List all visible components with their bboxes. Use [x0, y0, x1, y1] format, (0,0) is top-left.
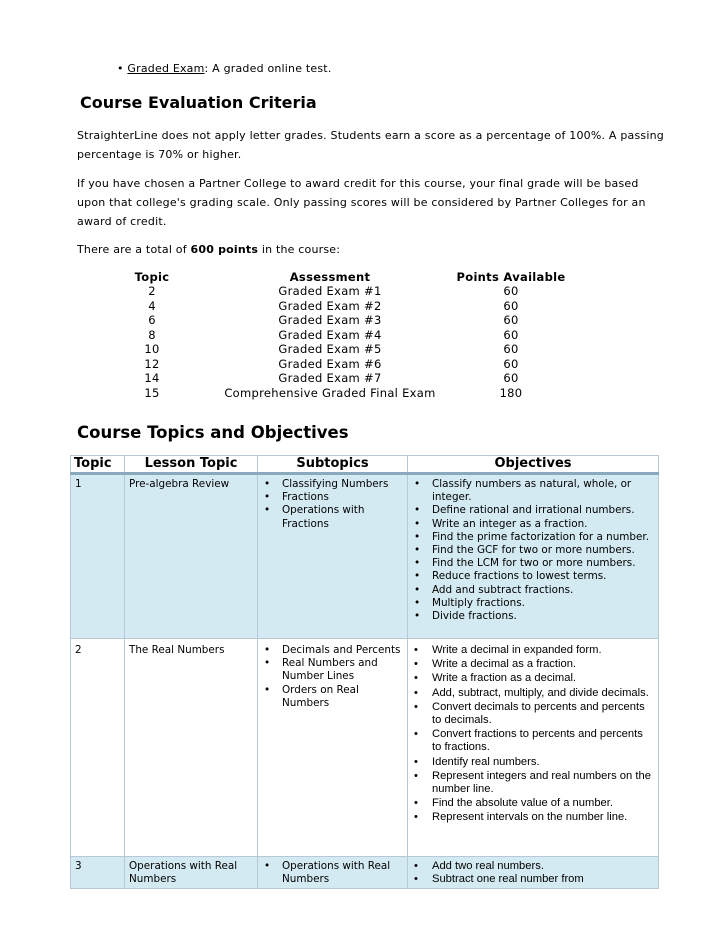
points-row-assessment: Graded Exam #7: [278, 371, 382, 385]
topics-table: [70, 455, 659, 889]
subtopics-cell: [258, 474, 408, 639]
list-item: • Reduce fractions to lowest terms.: [414, 570, 607, 583]
points-row-points: 60: [503, 327, 519, 342]
list-item: • Add and subtract fractions.: [414, 583, 574, 596]
objectives-cell: [408, 474, 659, 639]
bullet-icon: •: [414, 658, 418, 671]
list-item: • Represent integers and real numbers on the number line.: [414, 769, 651, 796]
bullet-icon: •: [414, 686, 418, 699]
points-row: [0, 386, 728, 401]
bullet-icon: •: [414, 728, 418, 741]
list-item: • Find the prime factorization for a number.: [414, 530, 650, 543]
bullet-icon: •: [414, 610, 421, 623]
bullet-icon: •: [264, 504, 271, 517]
bullet-icon: •: [414, 644, 418, 656]
list-item: • Convert fractions to percents and percents to fractions.: [414, 728, 643, 754]
topic-number: 2: [71, 639, 125, 857]
col-header-topic: Topic: [71, 456, 125, 474]
evaluation-paragraph-2: If you have chosen a Partner College to award credit for this course, your final grade will be based upon that college's grading scale. Only passing scores will be considered by Partner Colleges for an award of credit.: [77, 177, 646, 228]
points-row-assessment: Graded Exam #6: [278, 356, 382, 371]
total-pre: There are a total of: [77, 243, 191, 256]
bullet-icon: •: [414, 873, 418, 886]
points-row-points: 180: [499, 385, 523, 400]
list-item: • Find the LCM for two or more numbers.: [414, 557, 636, 570]
bullet-icon: •: [264, 478, 271, 490]
list-item: • Add, subtract, multiply, and divide decimals.: [414, 686, 649, 699]
list-item: • Write a decimal as a fraction.: [414, 658, 577, 671]
header-assessment: Assessment: [289, 270, 371, 284]
table-row: [71, 639, 659, 857]
list-item: • Operations with Fractions: [264, 504, 365, 530]
points-row-topic: 10: [144, 342, 160, 356]
graded-exam-link[interactable]: Graded Exam: [127, 62, 205, 75]
points-row-points: 60: [503, 342, 519, 356]
points-row-points: 60: [503, 313, 519, 327]
points-row-assessment: Graded Exam #1: [278, 284, 382, 298]
points-table-header: [0, 270, 728, 285]
bullet-icon: •: [414, 596, 421, 609]
list-item: • Convert decimals to percents and percents to decimals.: [414, 700, 645, 727]
list-item: • Operations with Real Numbers: [264, 860, 391, 886]
topic-number: 1: [71, 474, 125, 639]
points-row-points: 60: [503, 356, 519, 371]
bullet-icon: •: [414, 570, 421, 583]
topic-number: 3: [71, 857, 125, 889]
list-item: • Classify numbers as natural, whole, or integer.: [414, 478, 632, 504]
list-item: • Classifying Numbers: [264, 478, 389, 490]
list-item: • Real Numbers and Number Lines: [264, 657, 378, 683]
bullet-icon: •: [414, 583, 421, 596]
table-row: [71, 857, 659, 889]
bullet-icon: •: [414, 504, 421, 517]
points-row-topic: 2: [148, 284, 156, 298]
lesson-topic: Operations with Real Numbers: [125, 857, 258, 889]
points-row: [0, 371, 728, 386]
points-row-topic: 8: [148, 327, 156, 342]
points-row: [0, 313, 728, 328]
points-row-assessment: Graded Exam #4: [278, 327, 382, 342]
bullet-icon: •: [414, 544, 421, 557]
bullet-icon: •: [414, 557, 421, 570]
col-header-objectives: Objectives: [408, 456, 659, 474]
bullet-dot-icon: •: [117, 62, 124, 75]
bullet-icon: •: [414, 478, 421, 490]
list-item: • Write a decimal in expanded form.: [414, 644, 602, 656]
topics-table-header: [71, 456, 659, 474]
bullet-icon: •: [414, 530, 421, 543]
points-row-points: 60: [503, 371, 519, 385]
points-row-points: 60: [503, 284, 519, 298]
bullet-icon: •: [264, 657, 271, 670]
points-row: [0, 342, 728, 357]
points-row-topic: 14: [144, 371, 160, 385]
table-row: [71, 474, 659, 639]
objectives-cell: [408, 639, 659, 857]
total-points-value: 600 points: [190, 243, 259, 256]
points-row-topic: 15: [144, 385, 160, 400]
points-row: [0, 299, 728, 314]
bullet-icon: •: [414, 672, 418, 685]
points-row-assessment: Graded Exam #2: [278, 298, 382, 313]
list-item: • Write an integer as a fraction.: [414, 517, 588, 530]
subtopics-cell: [258, 639, 408, 857]
bullet-icon: •: [264, 860, 271, 872]
bullet-icon: •: [414, 769, 418, 782]
total-post: in the course:: [258, 243, 341, 256]
bullet-icon: •: [264, 683, 271, 696]
points-row-assessment: Graded Exam #3: [278, 313, 382, 327]
evaluation-paragraph-1: StraighterLine does not apply letter grades. Students earn a score as a percentage of 100%. A passing percentage is 70% or higher.: [77, 129, 664, 161]
col-header-lesson: Lesson Topic: [125, 456, 258, 474]
list-item: • Find the GCF for two or more numbers.: [414, 544, 635, 557]
points-row-topic: 12: [144, 356, 160, 371]
lesson-topic: Pre-algebra Review: [125, 474, 258, 639]
header-topic: Topic: [134, 270, 170, 284]
list-item: • Divide fractions.: [414, 610, 517, 623]
list-item: • Orders on Real Numbers: [264, 683, 359, 709]
bullet-icon: •: [414, 755, 418, 768]
list-item: • Identify real numbers.: [414, 755, 540, 768]
list-item: • Multiply fractions.: [414, 596, 525, 609]
points-table: [0, 270, 728, 402]
bullet-description: : A graded online test.: [204, 62, 332, 75]
points-row: [0, 328, 728, 343]
list-item: • Subtract one real number from: [414, 873, 584, 886]
list-item: • Find the absolute value of a number.: [414, 797, 613, 810]
points-row: [0, 357, 728, 372]
subtopics-cell: [258, 857, 408, 889]
bullet-icon: •: [414, 700, 418, 713]
list-item: • Add two real numbers.: [414, 860, 544, 872]
intro-bullet: [117, 59, 332, 78]
topics-heading: Course Topics and Objectives: [77, 423, 349, 442]
bullet-icon: •: [414, 797, 418, 810]
points-row-topic: 4: [148, 298, 156, 313]
list-item: • Define rational and irrational numbers.: [414, 504, 635, 517]
total-points-line: [77, 240, 340, 259]
col-header-subtopics: Subtopics: [258, 456, 408, 474]
header-points: Points Available: [456, 270, 566, 284]
list-item: • Represent intervals on the number line.: [414, 811, 628, 824]
bullet-icon: •: [264, 491, 271, 504]
bullet-icon: •: [414, 811, 418, 824]
objectives-cell: [408, 857, 659, 889]
points-row: [0, 284, 728, 299]
list-item: • Decimals and Percents: [264, 644, 401, 656]
points-row-points: 60: [503, 298, 519, 313]
points-row-topic: 6: [148, 313, 156, 327]
evaluation-heading: Course Evaluation Criteria: [80, 93, 317, 112]
bullet-icon: •: [264, 644, 271, 656]
lesson-topic: The Real Numbers: [125, 639, 258, 857]
list-item: • Write a fraction as a decimal.: [414, 672, 577, 685]
bullet-icon: •: [414, 517, 421, 530]
bullet-icon: •: [414, 860, 418, 872]
points-row-assessment: Comprehensive Graded Final Exam: [224, 385, 436, 400]
points-row-assessment: Graded Exam #5: [278, 342, 382, 356]
list-item: • Fractions: [264, 491, 329, 504]
